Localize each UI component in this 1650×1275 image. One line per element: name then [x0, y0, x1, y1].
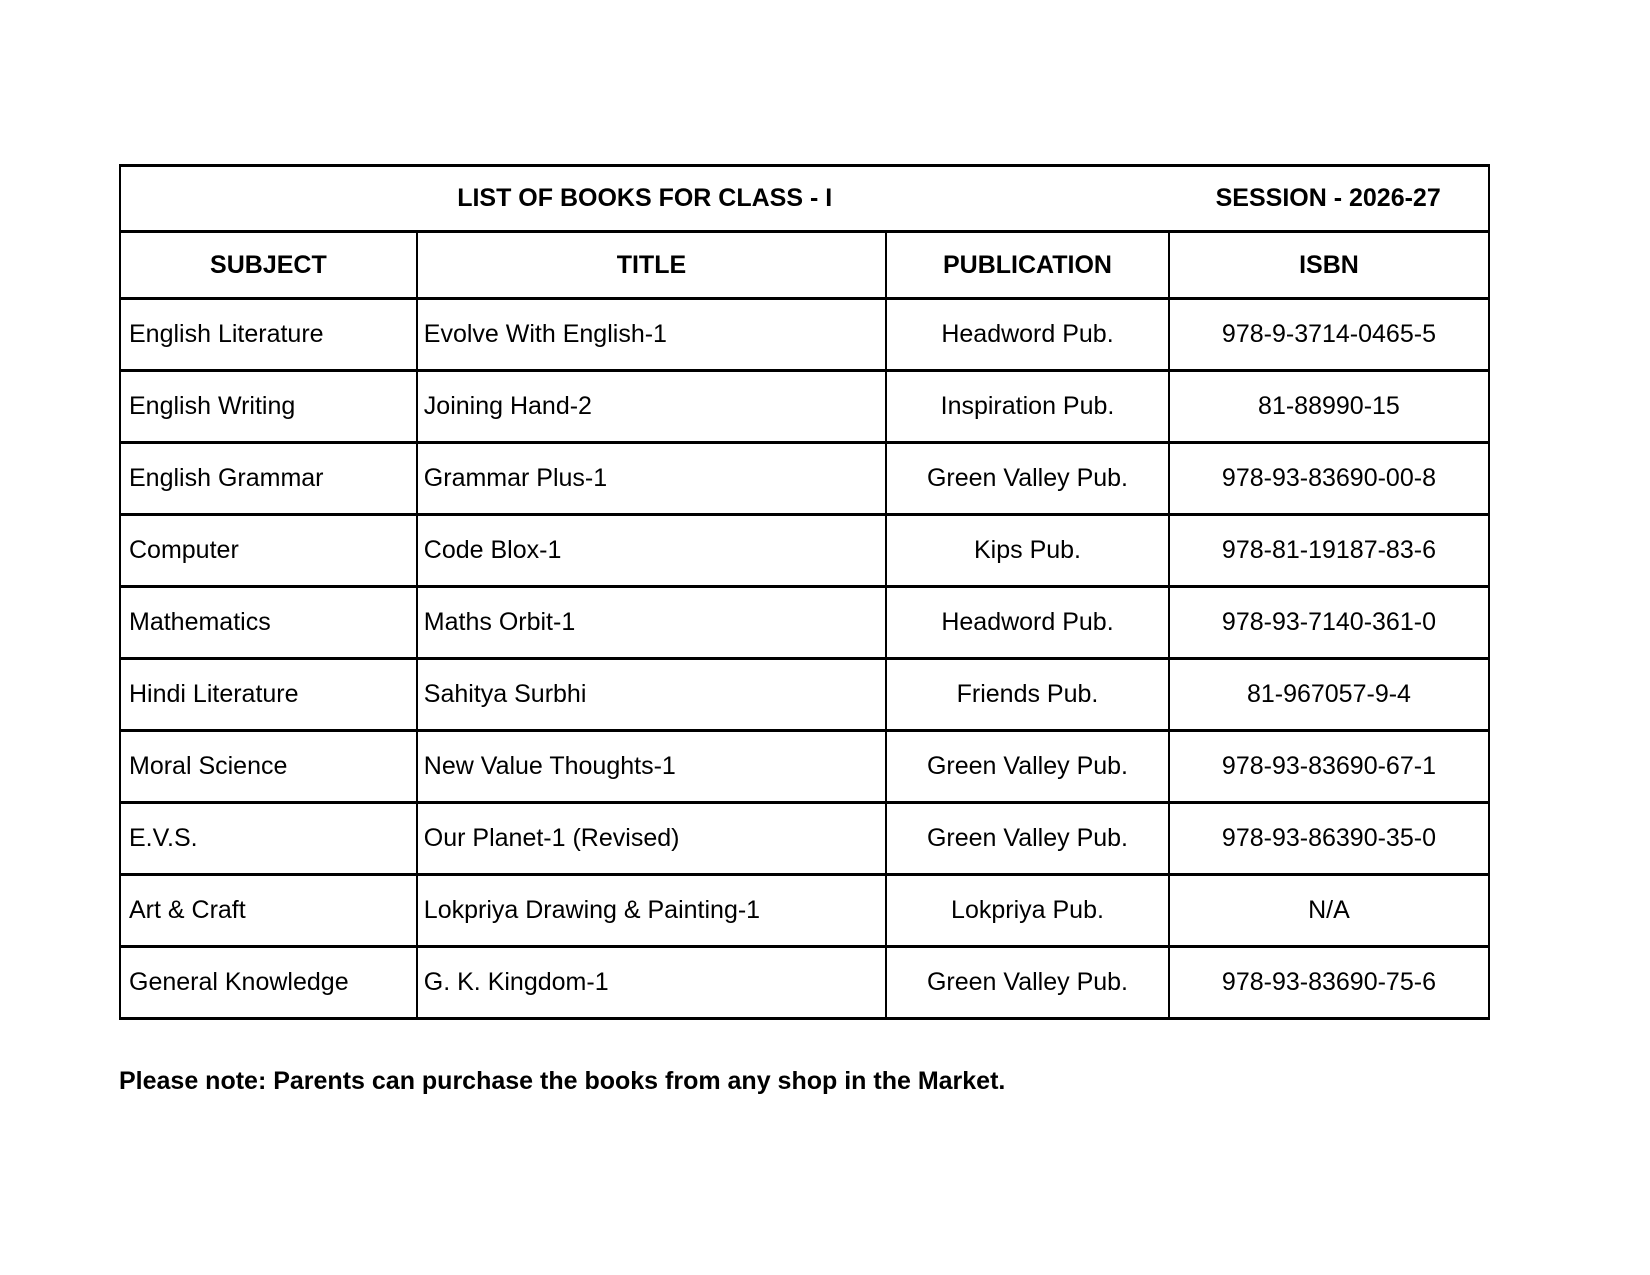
title-cell: Maths Orbit-1: [417, 587, 886, 659]
subject-cell: Hindi Literature: [120, 659, 417, 731]
table-title-row: [120, 166, 1489, 232]
subject-cell: General Knowledge: [120, 947, 417, 1019]
subject-cell: Mathematics: [120, 587, 417, 659]
book-list-table: [119, 164, 1490, 1020]
subject-cell: Computer: [120, 515, 417, 587]
subject-cell: English Literature: [120, 299, 417, 371]
session-label: SESSION - 2026-27: [1215, 184, 1441, 212]
table-row: [120, 443, 1489, 515]
publication-cell: Green Valley Pub.: [886, 443, 1169, 515]
publication-cell: Kips Pub.: [886, 515, 1169, 587]
publication-cell: Headword Pub.: [886, 299, 1169, 371]
column-header-publication: PUBLICATION: [886, 232, 1169, 299]
table-title: LIST OF BOOKS FOR CLASS - I: [457, 184, 833, 212]
publication-cell: Headword Pub.: [886, 587, 1169, 659]
table-row: [120, 587, 1489, 659]
subject-cell: Moral Science: [120, 731, 417, 803]
isbn-cell: 978-81-19187-83-6: [1169, 515, 1489, 587]
column-header-subject: SUBJECT: [120, 232, 417, 299]
title-cell: Our Planet-1 (Revised): [417, 803, 886, 875]
isbn-cell: N/A: [1169, 875, 1489, 947]
title-cell: New Value Thoughts-1: [417, 731, 886, 803]
isbn-cell: 978-93-83690-00-8: [1169, 443, 1489, 515]
publication-cell: Green Valley Pub.: [886, 947, 1169, 1019]
table-row: [120, 947, 1489, 1019]
title-cell: Sahitya Surbhi: [417, 659, 886, 731]
subject-cell: E.V.S.: [120, 803, 417, 875]
table-row: [120, 731, 1489, 803]
publication-cell: Green Valley Pub.: [886, 803, 1169, 875]
isbn-cell: 81-967057-9-4: [1169, 659, 1489, 731]
publication-cell: Green Valley Pub.: [886, 731, 1169, 803]
publication-cell: Lokpriya Pub.: [886, 875, 1169, 947]
isbn-cell: 978-93-83690-75-6: [1169, 947, 1489, 1019]
table-title-cell: [120, 166, 1489, 232]
table-row: [120, 515, 1489, 587]
subject-cell: English Grammar: [120, 443, 417, 515]
column-header-isbn: ISBN: [1169, 232, 1489, 299]
column-header-title: TITLE: [417, 232, 886, 299]
title-cell: Grammar Plus-1: [417, 443, 886, 515]
title-cell: Joining Hand-2: [417, 371, 886, 443]
isbn-cell: 978-93-7140-361-0: [1169, 587, 1489, 659]
subject-cell: Art & Craft: [120, 875, 417, 947]
note-text: Please note: Parents can purchase the books from any shop in the Market.: [119, 1067, 1006, 1095]
table-header-row: [120, 232, 1489, 299]
isbn-cell: 978-93-83690-67-1: [1169, 731, 1489, 803]
title-cell: Lokpriya Drawing & Painting-1: [417, 875, 886, 947]
publication-cell: Friends Pub.: [886, 659, 1169, 731]
isbn-cell: 81-88990-15: [1169, 371, 1489, 443]
title-cell: G. K. Kingdom-1: [417, 947, 886, 1019]
title-cell: Code Blox-1: [417, 515, 886, 587]
title-cell: Evolve With English-1: [417, 299, 886, 371]
table-row: [120, 803, 1489, 875]
table-row: [120, 371, 1489, 443]
table-row: [120, 659, 1489, 731]
subject-cell: English Writing: [120, 371, 417, 443]
isbn-cell: 978-9-3714-0465-5: [1169, 299, 1489, 371]
table-row: [120, 299, 1489, 371]
table-row: [120, 875, 1489, 947]
isbn-cell: 978-93-86390-35-0: [1169, 803, 1489, 875]
publication-cell: Inspiration Pub.: [886, 371, 1169, 443]
